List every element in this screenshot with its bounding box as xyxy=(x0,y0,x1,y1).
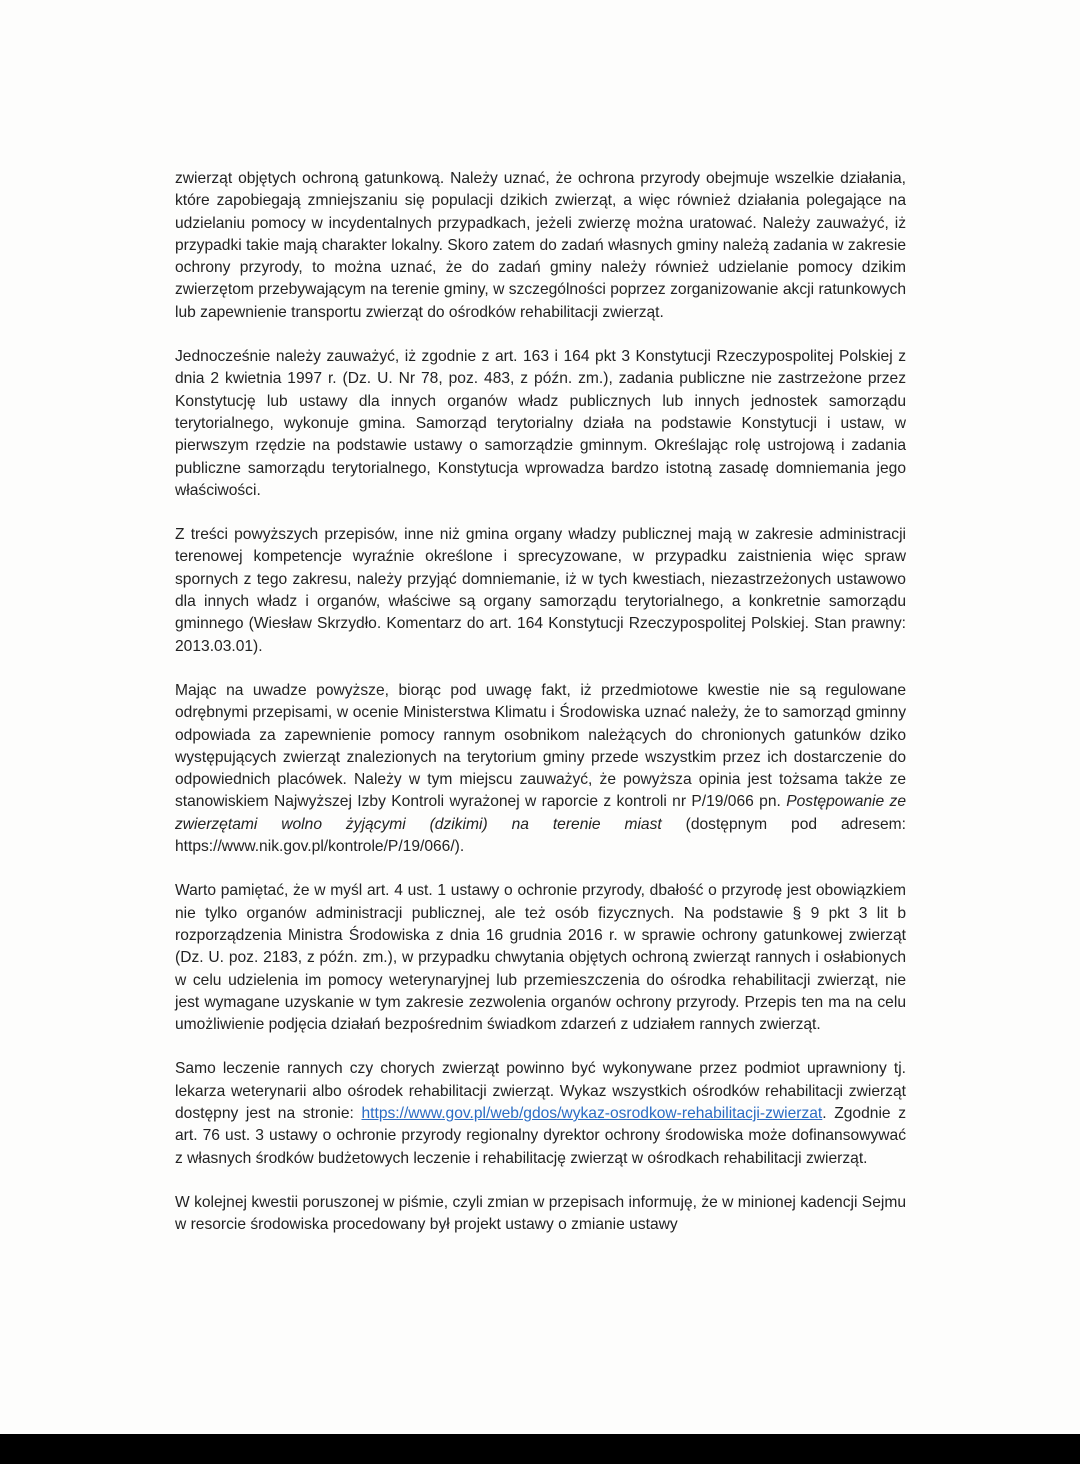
paragraph-3: Z treści powyższych przepisów, inne niż gmina organy władzy publicznej mają w zakresie administracji terenowej kompetencje wyraźnie określone i sprecyzowane, w przypadku zaistnienia więc spraw spornych z tego zakresu, należy przyjąć domniemanie, iż w tych kwestiach, niezastrzeżonych ustawowo dla innych władz i organów, właściwe są organy samorządu terytorialnego, a konkretnie samorządu gminnego (Wiesław Skrzydło. Komentarz do art. 164 Konstytucji Rzeczypospolitej Polskiej. Stan prawny: 2013.03.01). xyxy=(175,526,906,655)
paragraph-5: Warto pamiętać, że w myśl art. 4 ust. 1 ustawy o ochronie przyrody, dbałość o przyrodę jest obowiązkiem nie tylko organów administracji publicznej, ale też osób fizycznych. Na podstawie § 9 pkt 3 lit b rozporządzenia Ministra Środowiska z dnia 16 grudnia 2016 r. w sprawie ochrony gatunkowej zwierząt (Dz. U. poz. 2183, z późn. zm.), w przypadku chwytania objętych ochroną zwierząt rannych i osłabionych w celu udzielenia im pomocy weterynaryjnej lub przemieszczenia do ośrodka rehabilitacji zwierząt, nie jest wymagane uzyskanie w tym zakresie zezwolenia organów ochrony przyrody. Przepis ten ma na celu umożliwienie podjęcia działań bezpośrednim świadkom zdarzeń z udziałem rannych zwierząt. xyxy=(175,882,906,1034)
paragraph-2: Jednocześnie należy zauważyć, iż zgodnie z art. 163 i 164 pkt 3 Konstytucji Rzeczypospolitej Polskiej z dnia 2 kwietnia 1997 r. (Dz. U. Nr 78, poz. 483, z późn. zm.), zadania publiczne nie zastrzeżone przez Konstytucję lub ustawy dla innych organów władz publicznych lub innych jednostek samorządu terytorialnego, wykonuje gmina. Samorząd terytorialny działa na podstawie Konstytucji i ustaw, w pierwszym rzędzie na podstawie ustawy o samorządzie gminnym. Określając rolę ustrojową i zadania publiczne samorządu terytorialnego, Konstytucja wprowadza bardzo istotną zasadę domniemania jego właściwości. xyxy=(175,348,906,499)
paragraph-4-text-before: Mając na uwadze powyższe, biorąc pod uwagę fakt, iż przedmiotowe kwestie nie są regulowane odrębnymi przepisami, w ocenie Ministerstwa Klimatu i Środowiska uznać należy, że to samorząd gminny odpowiada za zapewnienie pomocy rannym osobnikom należących do chronionych gatunków dziko występujących zwierząt znalezionych na terytorium gminy przede wszystkim przez ich dostarczenie do odpowiednich placówek. Należy w tym miejscu zauważyć, że powyższa opinia jest tożsama także ze stanowiskiem Najwyższej Izby Kontroli wyrażonej w raporcie z kontroli nr P/19/066 pn. xyxy=(175,681,906,811)
bottom-bar xyxy=(0,1434,1080,1464)
paragraph-4-italic-title: Postępowanie ze zwierzętami wolno żyjącymi (dzikimi) na terenie miast xyxy=(175,793,907,833)
document-body xyxy=(175,168,906,1236)
paragraph-6 xyxy=(175,1058,906,1169)
paragraph-4 xyxy=(175,680,906,858)
paragraph-6-text-before: Samo leczenie rannych czy chorych zwierząt powinno być wykonywane przez podmiot uprawniony tj. lekarza weterynarii albo ośrodek rehabilitacji zwierząt. Wykaz wszystkich ośrodków rehabilitacji zwierząt dostępny jest na stronie: xyxy=(175,1060,906,1122)
paragraph-6-text-after: . Zgodnie z art. 76 ust. 3 ustawy o ochronie przyrody regionalny dyrektor ochrony środowiska może dofinansowywać z własnych środków budżetowych leczenie i rehabilitację zwierząt w ośrodkach rehabilitacji zwierząt. xyxy=(175,1104,906,1167)
paragraph-1: zwierząt objętych ochroną gatunkową. Należy uznać, że ochrona przyrody obejmuje wszelkie działania, które zapobiegają zmniejszaniu się populacji dzikich zwierząt, a więc również działania polegające na udzielaniu pomocy w incydentalnych przypadkach, jeżeli zwierzę można uratować. Należy zauważyć, iż przypadki takie mają charakter lokalny. Skoro zatem do zadań własnych gminy należą zadania w zakresie ochrony przyrody, to można uznać, że do zadań gminy należy również udzielanie pomocy dzikim zwierzętom przebywającym na terenie gminy, w szczególności poprzez zorganizowanie akcji ratunkowych lub zapewnienie transportu zwierząt do ośrodków rehabilitacji zwierząt. xyxy=(175,170,906,321)
paragraph-7: W kolejnej kwestii poruszonej w piśmie, czyli zmian w przepisach informuję, że w minionej kadencji Sejmu w resorcie środowiska procedowany był projekt ustawy o zmianie ustawy xyxy=(175,1193,906,1234)
rehabilitation-centers-link[interactable]: https://www.gov.pl/web/gdos/wykaz-osrodkow-rehabilitacji-zwierzat xyxy=(361,1104,823,1122)
paragraph-4-text-after: (dostępnym pod adresem: https://www.nik.gov.pl/kontrole/P/19/066/). xyxy=(175,815,906,856)
